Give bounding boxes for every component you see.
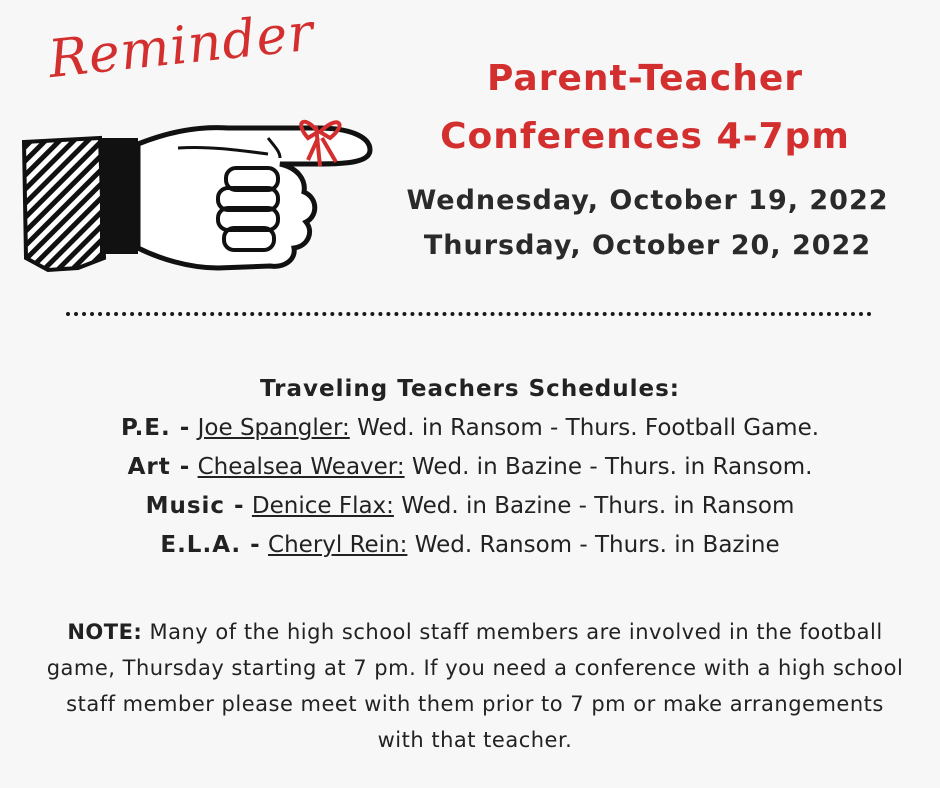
note-text: Many of the high school staff members are involved in the football game, Thursday starting at 7 pm. If you need a conference with a high school staff member please meet with them prior to 7 pm or make arrangements with that teacher. [46,620,904,752]
conference-dates [400,178,895,268]
schedule-details: Wed. in Bazine - Thurs. in Ransom. [404,454,813,480]
note-label: NOTE: [67,620,143,644]
note-paragraph [40,614,910,758]
teacher-name: Denice Flax: [251,493,394,519]
schedule-details: Wed. in Ransom - Thurs. Football Game. [349,415,820,441]
schedule-row-music [0,487,940,526]
date-thursday: Thursday, October 20, 2022 [423,230,872,261]
title-line-1: Parent-Teacher [487,58,803,99]
teacher-name: Joe Spangler: [197,415,350,441]
schedule-row-ela [0,526,940,565]
schedule-details: Wed. in Bazine - Thurs. in Ransom [393,493,795,519]
subject-label: P.E. - [120,415,191,441]
subject-label: E.L.A. - [160,532,261,558]
schedules-heading: Traveling Teachers Schedules: [259,376,680,402]
pointing-hand-icon [18,108,378,274]
teacher-name: Chealsea Weaver: [197,454,405,480]
teacher-name: Cheryl Rein: [268,532,408,558]
traveling-teachers-schedules [0,370,940,565]
subject-label: Art - [127,454,191,480]
subject-label: Music - [145,493,245,519]
title-line-2: Conferences 4-7pm [440,116,850,157]
schedule-row-art [0,448,940,487]
conference-title [430,50,860,166]
date-wednesday: Wednesday, October 19, 2022 [406,185,889,216]
schedule-row-pe [0,409,940,448]
dotted-divider [66,312,872,316]
reminder-heading: Reminder [45,2,317,91]
schedule-details: Wed. Ransom - Thurs. in Bazine [407,532,780,558]
